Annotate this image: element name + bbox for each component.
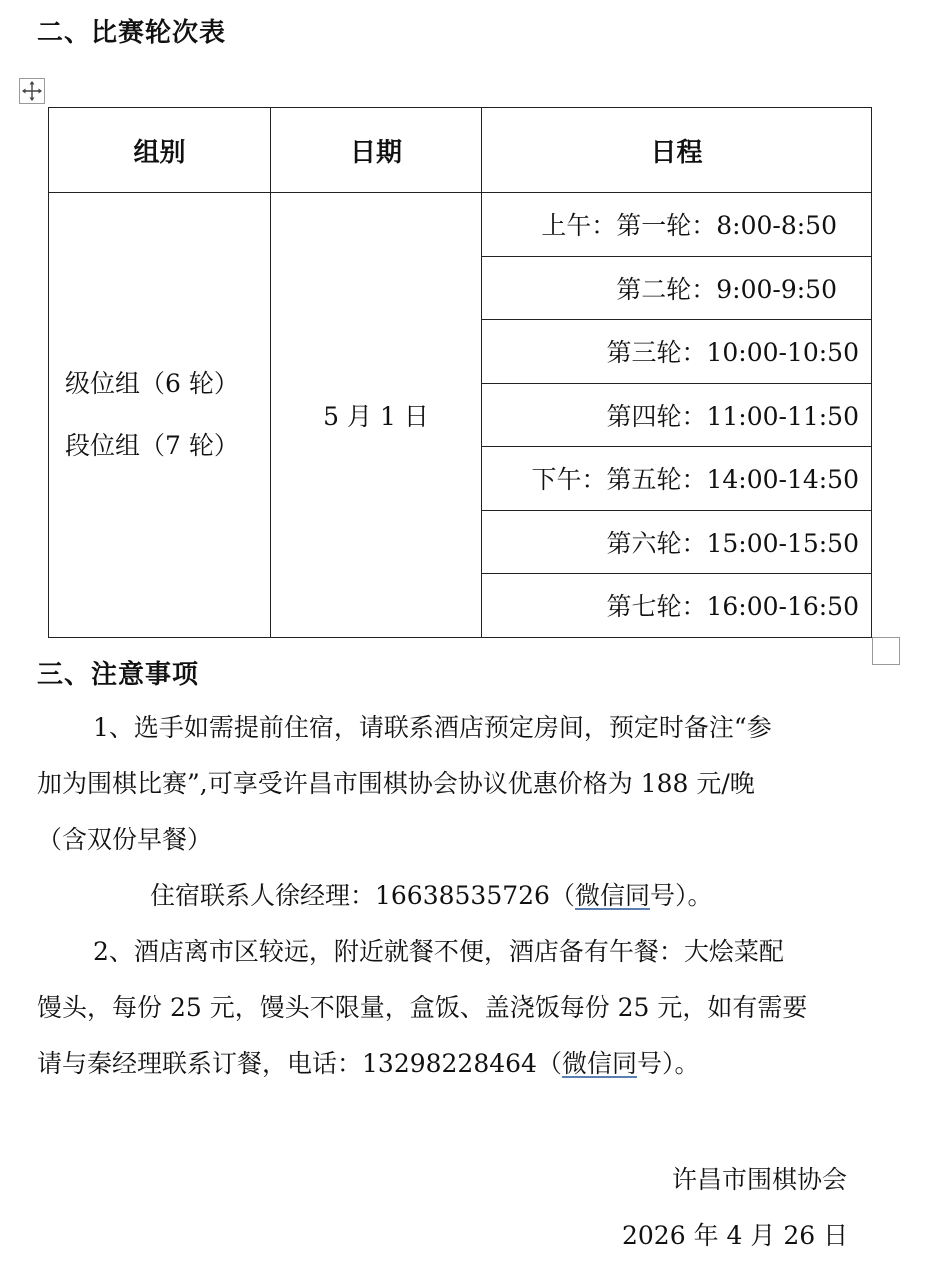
lodging-contact-suffix: 号）。 — [649, 881, 713, 910]
wechat-link-2[interactable]: 微信同 — [561, 1049, 637, 1078]
meal-contact-suffix: 号）。 — [636, 1049, 700, 1078]
table-resize-handle-icon[interactable] — [872, 637, 900, 665]
lodging-contact — [150, 868, 713, 924]
table-move-handle-icon[interactable] — [19, 78, 45, 104]
schedule-round-5: 下午：第五轮：14:00-14:50 — [482, 447, 872, 511]
meal-contact-text: 请与秦经理联系订餐，电话：13298228464（ — [37, 1049, 562, 1078]
note-2-line-3 — [37, 1036, 700, 1092]
schedule-round-6: 第六轮：15:00-15:50 — [482, 510, 872, 574]
table-header-row — [49, 108, 872, 193]
schedule-round-7: 第七轮：16:00-16:50 — [482, 574, 872, 638]
header-date: 日期 — [271, 108, 482, 193]
signature-date: 2026 年 4 月 26 日 — [622, 1221, 849, 1250]
header-group: 组别 — [49, 108, 271, 193]
group-kyu: 级位组（6 轮） — [65, 368, 239, 398]
schedule-round-1: 上午：第一轮：8:00-8:50 — [482, 193, 872, 257]
note-1-line-2: 加为围棋比赛”,可享受许昌市围棋协会协议优惠价格为 188 元/晚 — [37, 769, 755, 798]
schedule-round-4: 第四轮：11:00-11:50 — [482, 383, 872, 447]
section-2-heading: 二、比赛轮次表 — [37, 18, 227, 48]
lodging-contact-text: 住宿联系人徐经理：16638535726（ — [150, 881, 575, 910]
signature-org: 许昌市围棋协会 — [672, 1165, 848, 1194]
note-1-line-3: （含双份早餐） — [37, 825, 213, 854]
schedule-round-2: 第二轮：9:00-9:50 — [482, 256, 872, 320]
section-3-heading: 三、注意事项 — [37, 660, 200, 690]
note-1-line-1: 1、选手如需提前住宿，请联系酒店预定房间，预定时备注“参 — [93, 713, 772, 742]
note-2-line-2: 馒头，每份 25 元，馒头不限量，盒饭、盖浇饭每份 25 元，如有需要 — [37, 993, 808, 1022]
group-cell — [49, 193, 271, 638]
date-cell: 5 月 1 日 — [271, 193, 482, 638]
schedule-round-3: 第三轮：10:00-10:50 — [482, 320, 872, 384]
schedule-table — [48, 107, 872, 638]
group-dan: 段位组（7 轮） — [65, 430, 239, 460]
note-2-line-1: 2、酒店离市区较远，附近就餐不便，酒店备有午餐：大烩菜配 — [93, 937, 784, 966]
header-schedule: 日程 — [482, 108, 872, 193]
table-row — [49, 193, 872, 257]
wechat-link[interactable]: 微信同 — [574, 881, 650, 910]
